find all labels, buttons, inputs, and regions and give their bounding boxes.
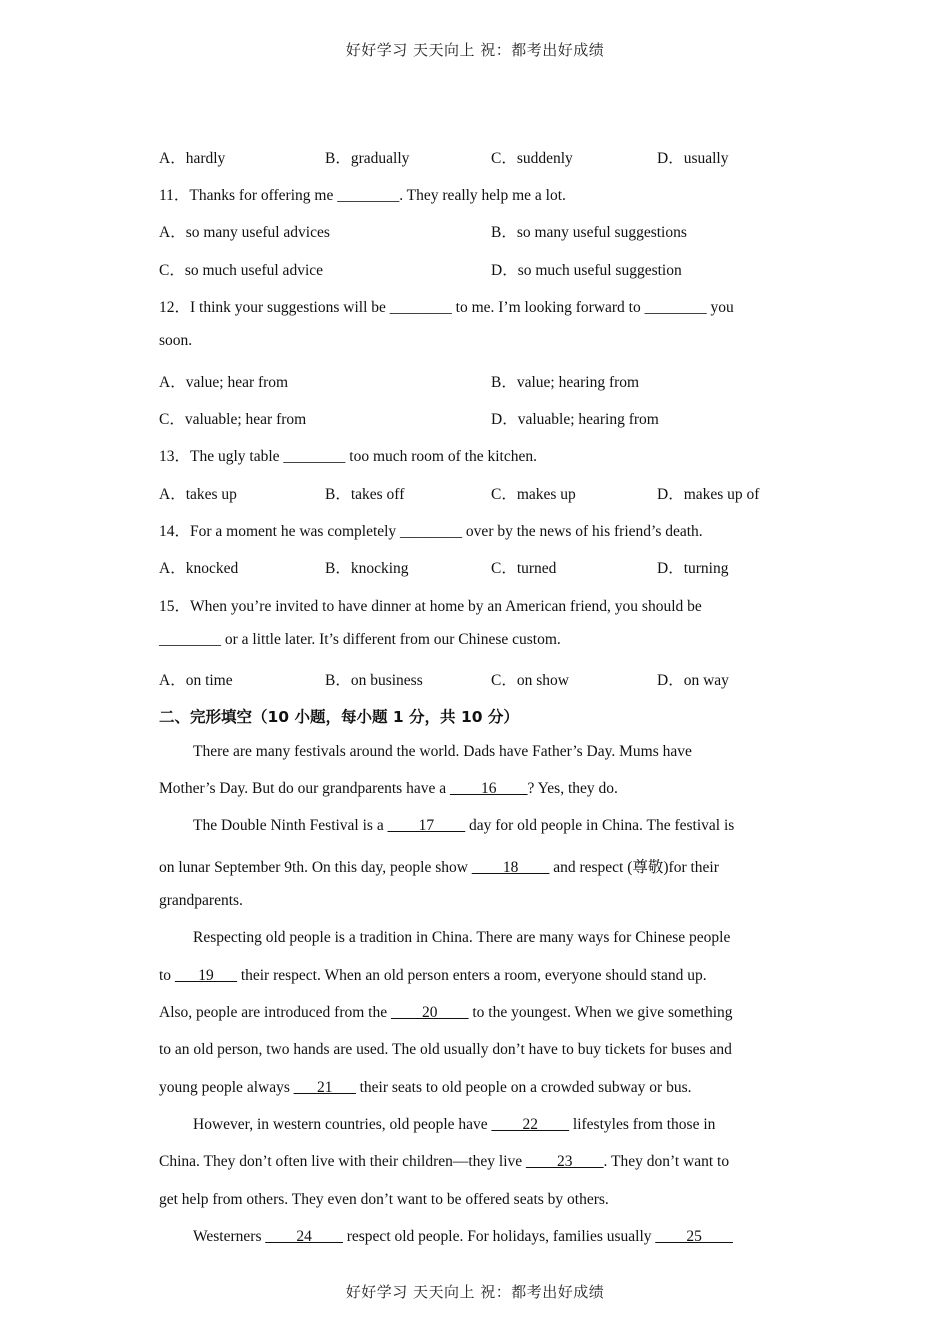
q10-option-a[interactable]: A．hardly xyxy=(159,150,226,167)
passage-line xyxy=(159,1079,692,1097)
q12-stem-line1: 12．I think your suggestions will be ________ to me. I’m looking forward to ________ you xyxy=(159,299,734,316)
passage-line xyxy=(159,1153,729,1171)
blank-25[interactable]: ____25____ xyxy=(655,1228,733,1245)
passage-line xyxy=(159,967,707,985)
passage-text: to xyxy=(159,967,175,984)
passage-text: day for old people in China. The festival is xyxy=(465,817,735,834)
q11-stem: 11．Thanks for offering me ________. They really help me a lot. xyxy=(159,187,566,204)
passage-line xyxy=(193,1116,715,1134)
q12-option-d[interactable]: D．valuable; hearing from xyxy=(491,411,659,428)
q12-option-b[interactable]: B．value; hearing from xyxy=(491,374,640,391)
passage-line: get help from others. They even don’t want to be offered seats by others. xyxy=(159,1191,609,1208)
q14-option-a[interactable]: A．knocked xyxy=(159,560,239,577)
passage-line xyxy=(159,1004,733,1022)
q13-option-b[interactable]: B．takes off xyxy=(325,486,405,503)
blank-24[interactable]: ____24____ xyxy=(265,1228,343,1245)
q14-option-b[interactable]: B．knocking xyxy=(325,560,409,577)
q15-option-d[interactable]: D．on way xyxy=(657,672,729,689)
q12-option-a[interactable]: A．value; hear from xyxy=(159,374,289,391)
q11-option-b[interactable]: B．so many useful suggestions xyxy=(491,224,687,241)
blank-19[interactable]: ___19___ xyxy=(174,967,237,984)
q15-stem-line1: 15．When you’re invited to have dinner at home by an American friend, you should be xyxy=(159,598,702,615)
q10-option-c[interactable]: C．suddenly xyxy=(491,150,573,167)
q15-option-c[interactable]: C．on show xyxy=(491,672,569,689)
passage-line: grandparents. xyxy=(159,892,243,909)
passage-text: Mother’s Day. But do our grandparents have a xyxy=(159,780,450,797)
passage-line: Respecting old people is a tradition in China. There are many ways for Chinese people xyxy=(193,929,731,946)
q10-option-d[interactable]: D．usually xyxy=(657,150,729,167)
passage-text: to the youngest. When we give something xyxy=(468,1004,733,1021)
blank-23[interactable]: ____23____ xyxy=(526,1153,604,1170)
passage-text: However, in western countries, old people have xyxy=(193,1116,492,1133)
passage-line xyxy=(193,1228,733,1246)
passage-text: ? Yes, they do. xyxy=(527,780,618,797)
q14-option-c[interactable]: C．turned xyxy=(491,560,557,577)
blank-17[interactable]: ____17____ xyxy=(387,817,466,834)
blank-20[interactable]: ____20____ xyxy=(391,1004,469,1021)
q12-stem-line2: soon. xyxy=(159,332,193,349)
q10-option-b[interactable]: B．gradually xyxy=(325,150,410,167)
passage-text: their respect. When an old person enters a room, everyone should stand up. xyxy=(236,967,707,984)
blank-21[interactable]: ___21___ xyxy=(293,1079,356,1096)
q13-option-c[interactable]: C．makes up xyxy=(491,486,576,503)
q13-option-a[interactable]: A．takes up xyxy=(159,486,237,503)
q11-option-a[interactable]: A．so many useful advices xyxy=(159,224,330,241)
page-footer: 好好学习 天天向上 祝：都考出好成绩 xyxy=(345,1283,605,1301)
passage-line: to an old person, two hands are used. The old usually don’t have to buy tickets for buses and xyxy=(159,1041,732,1058)
passage-text: Westerners xyxy=(193,1228,266,1245)
q15-option-b[interactable]: B．on business xyxy=(325,672,423,689)
q14-stem: 14．For a moment he was completely ________ over by the news of his friend’s death. xyxy=(159,523,703,540)
blank-22[interactable]: ____22____ xyxy=(491,1116,570,1133)
passage-text: China. They don’t often live with their children—they live xyxy=(159,1153,527,1170)
passage-text: on lunar September 9th. On this day, people show xyxy=(159,859,472,876)
q12-option-c[interactable]: C．valuable; hear from xyxy=(159,411,307,428)
passage-text: lifestyles from those in xyxy=(569,1116,716,1133)
passage-text: their seats to old people on a crowded subway or bus. xyxy=(355,1079,692,1096)
q13-stem: 13．The ugly table ________ too much room of the kitchen. xyxy=(159,448,537,465)
passage-text: The Double Ninth Festival is a xyxy=(193,817,388,834)
q15-option-a[interactable]: A．on time xyxy=(159,672,233,689)
passage-text: young people always xyxy=(159,1079,294,1096)
blank-16[interactable]: ____16____ xyxy=(449,780,528,797)
passage-text: and respect (尊敬)for their xyxy=(549,859,719,876)
passage-text: respect old people. For holidays, families usually xyxy=(342,1228,656,1245)
q11-option-d[interactable]: D．so much useful suggestion xyxy=(491,262,682,279)
q14-option-d[interactable]: D．turning xyxy=(657,560,729,577)
q11-option-c[interactable]: C．so much useful advice xyxy=(159,262,324,279)
q15-stem-line2: ________ or a little later. It’s different from our Chinese custom. xyxy=(159,631,561,648)
passage-line: There are many festivals around the world. Dads have Father’s Day. Mums have xyxy=(193,743,692,760)
passage-line xyxy=(159,855,719,877)
page-header: 好好学习 天天向上 祝：都考出好成绩 xyxy=(345,41,605,59)
passage-text: . They don’t want to xyxy=(603,1153,730,1170)
q13-option-d[interactable]: D．makes up of xyxy=(657,486,760,503)
section-title-cloze: 二、完形填空（10 小题，每小题 1 分，共 10 分） xyxy=(159,708,519,726)
passage-line xyxy=(159,780,618,798)
blank-18[interactable]: ____18____ xyxy=(471,859,550,876)
passage-line xyxy=(193,817,734,835)
passage-text: Also, people are introduced from the xyxy=(159,1004,391,1021)
